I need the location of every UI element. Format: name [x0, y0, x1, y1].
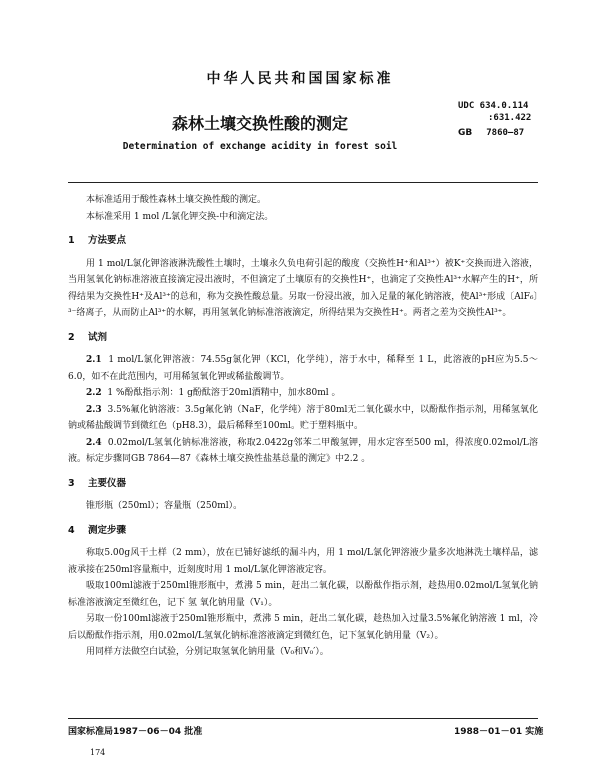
reagent-2-2 — [68, 385, 538, 402]
document-title-english: Determination of exchange acidity in forest soil — [122, 141, 398, 152]
section-4-title: 测定步骤 — [88, 524, 127, 536]
reagent-2-3 — [68, 402, 538, 435]
reagent-text: 0.02mol/L氢氧化钠标准溶液，称取2.0422g邻苯二甲酸氢钾，用水定容至500 ml，得浓度0.02mol/L溶液。标定步骤同GB 7864—87《森林土壤交换性盐基总量的测定》中2.2 。 — [68, 437, 538, 464]
section-4-number: 4 — [68, 524, 75, 536]
gb-number: 7860—87 — [486, 128, 525, 138]
reagent-text: 1 %酚酞指示剂：1 g酚酞溶于20ml酒精中，加水80ml 。 — [107, 388, 341, 398]
reagent-2-4 — [68, 435, 538, 468]
section-3-heading — [68, 476, 538, 493]
reagent-number: 2.4 — [86, 437, 102, 448]
gb-prefix: GB — [458, 128, 473, 138]
section-1-number: 1 — [68, 235, 75, 246]
section-3-title: 主要仪器 — [88, 477, 127, 489]
reagent-2-1 — [68, 352, 538, 385]
procedure-para-4: 用同样方法做空白试验，分别记取氢氧化钠用量（V₀和V₀′）。 — [86, 647, 329, 657]
procedure-para-1: 称取5.00g风干土样（2 mm），放在已铺好滤纸的漏斗内，用 1 mol/L氯化钾溶液少量多次地淋洗土壤样品，滤液承接在250ml容量瓶中，近刻度时用 1 mol/L氯化钾溶液定容。 — [68, 548, 538, 575]
section-2-title: 试剂 — [88, 331, 108, 343]
reagent-text: 3.5%氟化钠溶液：3.5g氟化钠（NaF，化学纯）溶于80ml无二氧化碳水中，以酚酞作指示剂，用稀氢氧化钠或稀盐酸调节到微红色（pH8.3），最后稀释至100ml。贮于塑料瓶中。 — [68, 404, 538, 431]
section-1-text: 用 1 mol/L氯化钾溶液淋洗酸性土壤时，土壤永久负电荷引起的酸度（交换性H⁺和Al³⁺）被K⁺交换而进入溶液，当用氢氧化钠标准溶液直接滴定浸出液时，不但滴定了土壤原有的交换性H⁺，也滴定了交换性Al³⁺水解产生的H⁺，所得结果为交换性H⁺及Al³⁺的总和，称为交换性酸总量。另取一份浸出液，加入足量的氟化钠溶液，使Al³⁺形成〔AlF₆〕³⁻络离子，从而防止Al³⁺的水解，再用氢氧化钠标准溶液滴定，所得结果为交换性H⁺。两者之差为交换性Al³⁺。 — [68, 258, 538, 318]
reagent-number: 2.2 — [86, 388, 102, 398]
section-4-heading — [68, 523, 538, 540]
page-number: 174 — [90, 748, 106, 757]
udc-line-2: :631.422 — [488, 113, 532, 123]
intro-line-2: 本标准采用 1 mol /L氯化钾交换-中和滴定法。 — [86, 211, 274, 222]
approval-date: 国家标准局1987－06－04 批准 — [68, 727, 203, 737]
document-body — [68, 192, 538, 661]
effective-date: 1988－01－01 实施 — [454, 727, 544, 737]
section-3-number: 3 — [68, 477, 75, 489]
header-divider — [68, 182, 538, 183]
procedure-para-2: 吸取100ml滤液于250ml锥形瓶中，煮沸 5 min，赶出二氧化碳，以酚酞作指示剂，趁热用0.02mol/L氢氧化钠标准溶液滴定至微红色，记下 氢 氧化钠用量（V₁）。 — [68, 581, 538, 608]
section-2-number: 2 — [68, 331, 75, 343]
standard-org-heading: 中华人民共和国国家标准 — [206, 71, 394, 87]
section-1-title: 方法要点 — [88, 235, 127, 246]
section-2-heading — [68, 330, 538, 347]
section-1-heading — [68, 233, 538, 250]
document-title: 森林土壤交换性酸的测定 — [171, 114, 348, 133]
section-3-text: 锥形瓶（250ml）；容量瓶（250ml）。 — [86, 501, 243, 511]
reagent-number: 2.1 — [86, 355, 102, 365]
intro-line-1: 本标准适用于酸性森林土壤交换性酸的测定。 — [86, 195, 267, 205]
reagent-text: 1 mol/L氯化钾溶液：74.55g氯化钾（KCl，化学纯），溶于水中，稀释至 1 L，此溶液的pH应为5.5～6.0，如不在此范围内，可用稀氢氧化钾或稀盐酸调节。 — [68, 355, 538, 382]
procedure-para-3: 另取一份100ml滤液于250ml锥形瓶中，煮沸 5 min，赶出二氧化碳，趁热加入过量3.5%氟化钠溶液 1 ml，冷后以酚酞作指示剂，用0.02mol/L氢氧化钠标准溶液滴定到微红色，记下氢氧化钠用量（V₂）。 — [68, 614, 538, 641]
udc-line-1: UDC 634.0.114 — [458, 101, 529, 111]
footer-divider — [68, 718, 538, 719]
reagent-number: 2.3 — [86, 404, 102, 415]
